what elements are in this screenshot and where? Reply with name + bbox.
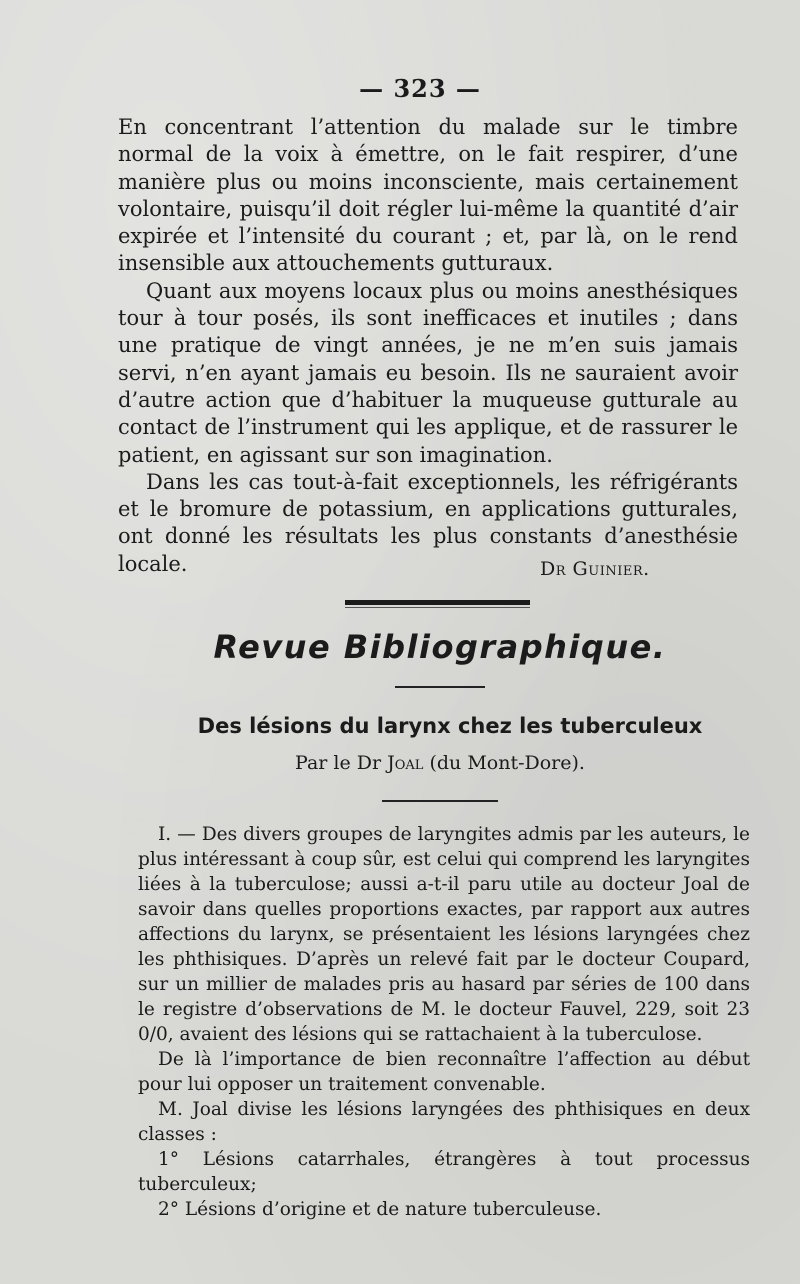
- byline-author: Joal: [387, 752, 424, 774]
- article-body: [138, 822, 750, 1222]
- author-signature: Dr Guinier.: [540, 558, 650, 580]
- paragraph: 1° Lésions catarrhales, étrangères à tout processus tuberculeux;: [138, 1149, 750, 1195]
- closing-text-block: [118, 114, 738, 578]
- paragraph: 2° Lésions d’origine et de nature tuberculeuse.: [158, 1199, 602, 1220]
- paragraph: Dans les cas tout-à-fait exceptionnels, les réfrigérants et le bromure de potassium, en applications gutturales, ont donné les résultats les plus constants d’anesthésie locale.: [118, 469, 738, 576]
- section-title: Revue Bibliographique.: [213, 628, 667, 666]
- title-divider: [395, 686, 485, 688]
- section-divider: [345, 600, 530, 605]
- article-byline: [0, 752, 800, 774]
- paragraph: Quant aux moyens locaux plus ou moins anesthésiques tour à tour posés, ils sont inefficaces et inutiles ; dans une pratique de vingt années, je ne m’en suis jamais servi, n’en ayant jamais eu besoin. Ils ne sauraient avoir d’autre action que d’habituer la muqueuse gutturale au contact de l’instrument qui les applique, et de rassurer le patient, en agissant sur son imagination.: [118, 278, 738, 467]
- byline-suffix: (du Mont-Dore).: [423, 752, 585, 774]
- byline-prefix: Par le Dr: [295, 752, 388, 774]
- paragraph: De là l’importance de bien reconnaître l’affection au début pour lui opposer un traitement convenable.: [138, 1049, 750, 1095]
- article-title: Des lésions du larynx chez les tuberculeux: [197, 714, 703, 738]
- paragraph: M. Joal divise les lésions laryngées des phthisiques en deux classes :: [138, 1099, 750, 1145]
- byline-divider: [382, 800, 498, 802]
- paragraph: En concentrant l’attention du malade sur le timbre normal de la voix à émettre, on le fait respirer, d’une manière plus ou moins inconsciente, mais certainement volontaire, puisqu’il doit régler lui-même la quantité d’air expirée et l’intensité du courant ; et, par là, on le rend insensible aux attouchements gutturaux.: [118, 115, 738, 276]
- paragraph: I. — Des divers groupes de laryngites admis par les auteurs, le plus intéressant à coup sûr, est celui qui comprend les laryngites liées à la tuberculose; aussi a-t-il paru utile au docteur Joal de savoir dans quelles proportions exactes, par rapport aux autres affections du larynx, se présentaient les lésions laryngées chez les phthisiques. D’après un relevé fait par le docteur Coupard, sur un millier de malades pris au hasard par séries de 100 dans le registre d’observations de M. le docteur Fauvel, 229, soit 23 0/0, avaient des lésions qui se rattachaient à la tuberculose.: [138, 824, 750, 1045]
- page-number: — 323 —: [359, 74, 481, 103]
